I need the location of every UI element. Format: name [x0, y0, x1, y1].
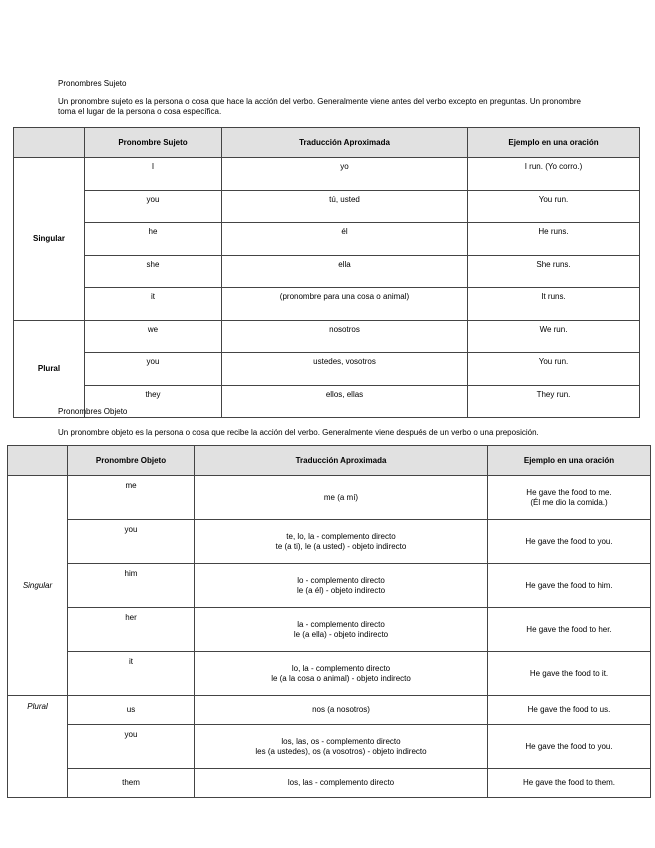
group-label: Plural — [14, 320, 85, 418]
table-row — [8, 608, 651, 652]
translation-cell — [195, 476, 488, 520]
example-cell — [488, 725, 651, 769]
translation-line: lo - complemento directo — [297, 575, 385, 585]
translation-cell — [195, 520, 488, 564]
table-row — [14, 353, 640, 386]
example-cell: I run. (Yo corro.) — [468, 158, 640, 191]
example-line: He gave the food to you. — [525, 536, 613, 546]
translation-line: los, las, os - complemento directo — [281, 736, 401, 746]
example-line: (Él me dio la comida.) — [530, 497, 608, 507]
section2-description: Un pronombre objeto es la persona o cosa que recibe la acción del verbo. Generalmente viene después de un verbo o una preposición. — [58, 428, 539, 437]
translation-line: les (a ustedes), os (a vosotros) - objeto indirecto — [255, 746, 427, 756]
section1-description: Un pronombre sujeto es la persona o cosa que hace la acción del verbo. Generalmente viene antes del verbo excepto en preguntas. Un pronombre toma el lugar de la persona o cosa específica. — [58, 97, 581, 116]
table-row — [8, 520, 651, 564]
pronoun-cell: he — [85, 223, 222, 256]
table-row — [14, 288, 640, 321]
translation-cell — [195, 696, 488, 725]
pronoun-cell: we — [85, 320, 222, 353]
example-line: He gave the food to him. — [525, 580, 613, 590]
example-cell: You run. — [468, 190, 640, 223]
example-line: He gave the food to me. — [526, 487, 612, 497]
example-cell — [488, 652, 651, 696]
translation-cell — [195, 608, 488, 652]
pronoun-cell: it — [68, 652, 195, 696]
example-cell — [488, 696, 651, 725]
translation-line: te (a ti), le (a usted) - objeto indirecto — [275, 541, 407, 551]
example-cell — [488, 769, 651, 798]
table-row — [8, 652, 651, 696]
translation-line: nos (a nosotros) — [312, 705, 370, 714]
translation-line: te, lo, la - complemento directo — [286, 531, 396, 541]
section2-title: Pronombres Objeto — [58, 407, 128, 416]
translation-line: me (a mí) — [323, 492, 359, 502]
pronoun-cell: it — [85, 288, 222, 321]
header-example: Ejemplo en una oración — [468, 128, 640, 158]
example-cell: It runs. — [468, 288, 640, 321]
translation-line: le (a ella) - objeto indirecto — [293, 629, 389, 639]
table-row — [14, 255, 640, 288]
pronoun-cell: you — [85, 353, 222, 386]
section1-title: Pronombres Sujeto — [58, 79, 127, 88]
pronoun-cell: us — [68, 696, 195, 725]
header-example: Ejemplo en una oración — [488, 446, 651, 476]
pronoun-cell: you — [68, 520, 195, 564]
subject-pronouns-table — [13, 127, 640, 418]
header-pronoun: Pronombre Objeto — [68, 446, 195, 476]
translation-cell: yo — [222, 158, 468, 191]
translation-cell — [195, 564, 488, 608]
table-row — [8, 696, 651, 725]
header-empty — [14, 128, 85, 158]
translation-cell — [195, 769, 488, 798]
example-line: He gave the food to them. — [522, 778, 616, 787]
header-pronoun: Pronombre Sujeto — [85, 128, 222, 158]
translation-cell: ella — [222, 255, 468, 288]
translation-cell: ellos, ellas — [222, 385, 468, 418]
table-row — [8, 476, 651, 520]
group-label: Singular — [14, 158, 85, 321]
translation-cell — [195, 725, 488, 769]
example-cell: They run. — [468, 385, 640, 418]
pronoun-cell: they — [85, 385, 222, 418]
group-label: Plural — [8, 696, 68, 798]
example-line: He gave the food to us. — [527, 705, 611, 714]
pronoun-cell: her — [68, 608, 195, 652]
table-header-row — [8, 446, 651, 476]
translation-cell: tú, usted — [222, 190, 468, 223]
group-label: Singular — [8, 476, 68, 696]
pronoun-cell: I — [85, 158, 222, 191]
example-cell — [488, 608, 651, 652]
translation-line: le (a él) - objeto indirecto — [296, 585, 386, 595]
translation-line: le (a la cosa o animal) - objeto indirecto — [271, 673, 411, 683]
header-translation: Traducción Aproximada — [195, 446, 488, 476]
example-cell — [488, 520, 651, 564]
translation-line: la - complemento directo — [297, 619, 385, 629]
table-row — [14, 190, 640, 223]
table-row — [8, 769, 651, 798]
pronoun-cell: she — [85, 255, 222, 288]
example-cell: She runs. — [468, 255, 640, 288]
pronoun-cell: you — [85, 190, 222, 223]
example-line: He gave the food to her. — [526, 624, 612, 634]
example-cell — [488, 476, 651, 520]
example-line: He gave the food to it. — [529, 668, 609, 678]
example-cell: You run. — [468, 353, 640, 386]
example-line: He gave the food to you. — [525, 741, 613, 751]
translation-line: los, las - complemento directo — [287, 778, 395, 787]
translation-cell — [195, 652, 488, 696]
table-row — [14, 158, 640, 191]
object-pronouns-table — [7, 445, 651, 798]
translation-cell: nosotros — [222, 320, 468, 353]
table-row — [14, 320, 640, 353]
pronoun-cell: you — [68, 725, 195, 769]
example-cell — [488, 564, 651, 608]
translation-cell: ustedes, vosotros — [222, 353, 468, 386]
translation-line: lo, la - complemento directo — [291, 663, 391, 673]
pronoun-cell: them — [68, 769, 195, 798]
table-header-row — [14, 128, 640, 158]
translation-cell: él — [222, 223, 468, 256]
table-row — [8, 564, 651, 608]
example-cell: He runs. — [468, 223, 640, 256]
pronoun-cell: him — [68, 564, 195, 608]
example-cell: We run. — [468, 320, 640, 353]
translation-cell: (pronombre para una cosa o animal) — [222, 288, 468, 321]
pronoun-cell: me — [68, 476, 195, 520]
header-translation: Traducción Aproximada — [222, 128, 468, 158]
table-row — [8, 725, 651, 769]
header-empty — [8, 446, 68, 476]
table-row — [14, 223, 640, 256]
